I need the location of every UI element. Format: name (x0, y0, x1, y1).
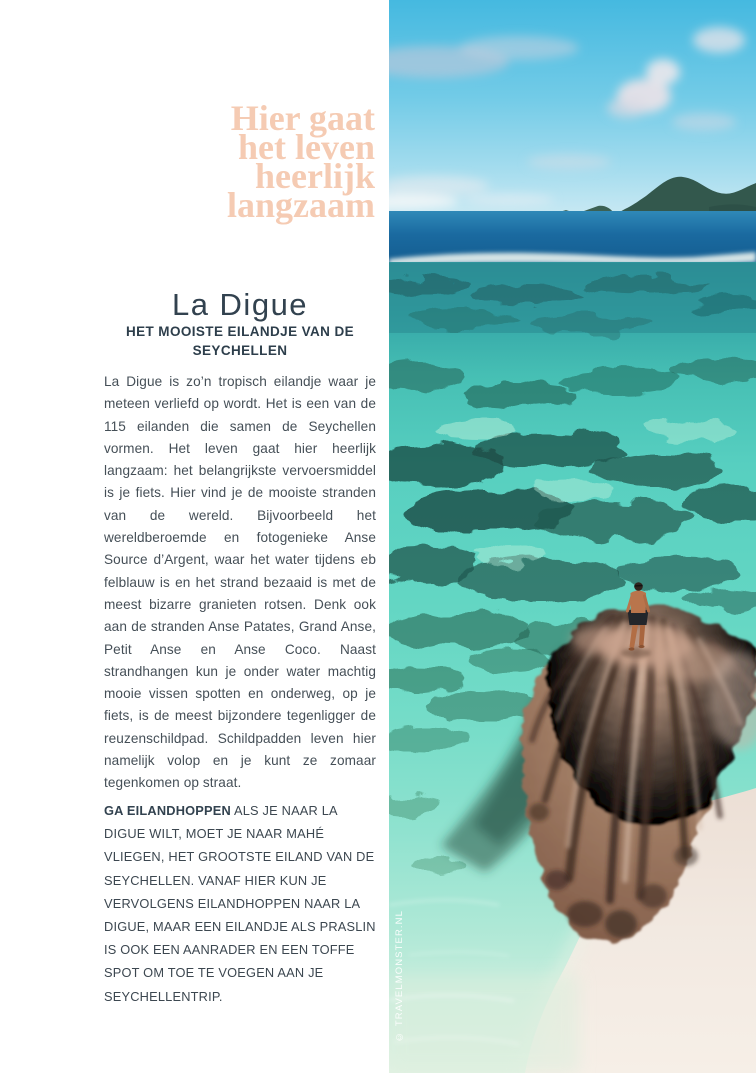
beach-photo (389, 0, 756, 1073)
kicker-quote (227, 98, 375, 225)
kicker-line: heerlijk (255, 156, 375, 196)
tip-body: ALS JE NAAR LA DIGUE WILT, MOET JE NAAR MAHÉ VLIEGEN, HET GROOTSTE EILAND VAN DE SEYCHELLEN. VANAF HIER KUN JE VERVOLGENS EILANDHOPPEN NAAR LA DIGUE, MAAR EEN EILANDJE ALS PRASLIN IS OOK EEN AANRADER EN EEN TOFFE SPOT OM TOE TE VOEGEN AAN JE SEYCHELLENTRIP. (104, 803, 376, 1004)
kicker-line: langzaam (227, 185, 375, 225)
article-body: La Digue is zo’n tropisch eilandje waar je meteen verliefd op wordt. Het is een van de 115 eilanden die samen de Seychellen vormen. Het leven gaat hier heerlijk langzaam: het belangrijkste vervoersmiddel is je fiets. Hier vind je de mooiste stranden van de wereld. Bijvoorbeeld het wereldberoemde en fotogenieke Anse Source d’Argent, waar het water tijdens eb felblauw is en het strand bezaaid is met de meest bizarre granieten rotsen. Denk ook aan de stranden Anse Patates, Grand Anse, Petit Anse en Anse Coco. Naast strandhangen kun je onder water machtig mooie vissen spotten en onderweg, op je fiets, is de meest bijzondere tegenligger de reuzenschildpad. Schildpadden leven hier namelijk volop en je kunt ze zomaar tegenkomen op straat. (104, 374, 376, 791)
island-hopping-tip (104, 799, 376, 1008)
kicker-line: Hier gaat (230, 98, 375, 138)
tip-lead-in: GA EILANDHOPPEN (104, 803, 231, 818)
article-subtitle: HET MOOISTE EILANDJE VAN DE SEYCHELLEN (125, 324, 355, 359)
kicker-line: het leven (238, 127, 375, 167)
article-title: La Digue (171, 286, 309, 322)
photo-credit: © TRAVELMONSTER.NL (394, 910, 405, 1042)
beach-photo-illustration (389, 0, 756, 1073)
